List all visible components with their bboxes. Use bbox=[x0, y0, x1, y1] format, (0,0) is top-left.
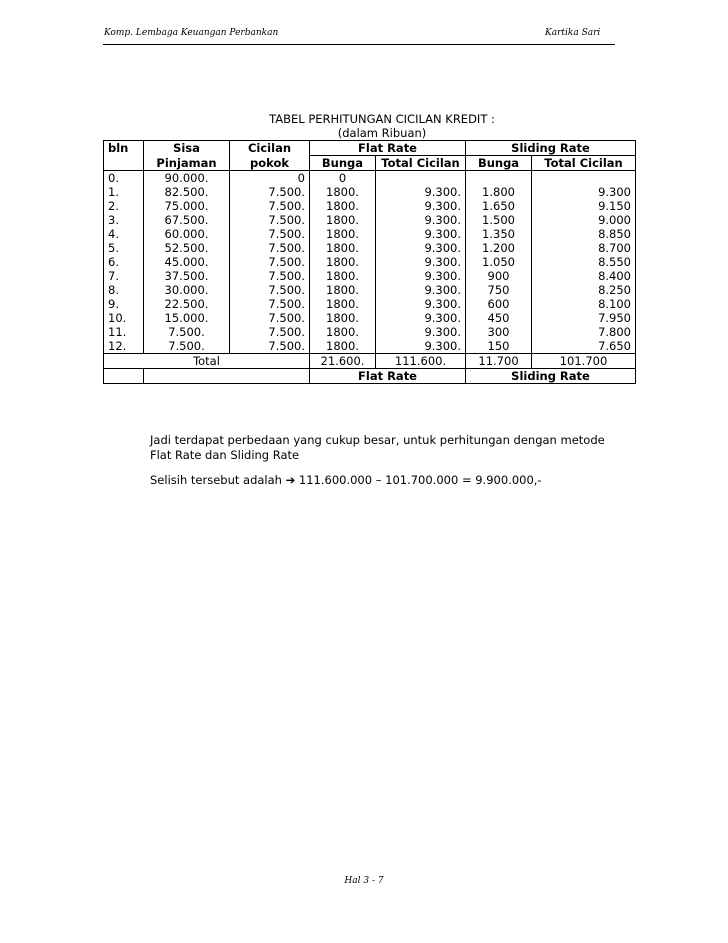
cell-flat-total: 9.300. bbox=[376, 325, 466, 339]
footer-blank-1 bbox=[104, 369, 144, 384]
header-bln-blank bbox=[104, 156, 144, 171]
cell-cicilan: 7.500. bbox=[230, 185, 310, 199]
cell-sisa: 7.500. bbox=[144, 325, 230, 339]
cell-cicilan: 7.500. bbox=[230, 297, 310, 311]
table-row bbox=[104, 283, 636, 297]
difference-before: Selisih tersebut adalah bbox=[150, 473, 282, 487]
table-title bbox=[262, 112, 502, 140]
cell-flat-total: 9.300. bbox=[376, 213, 466, 227]
cell-flat-total: 9.300. bbox=[376, 227, 466, 241]
cell-flat-total: 9.300. bbox=[376, 269, 466, 283]
cell-sisa: 22.500. bbox=[144, 297, 230, 311]
conclusion-paragraph: Jadi terdapat perbedaan yang cukup besar, untuk perhitungan dengan metode Flat Rate dan Sliding Rate bbox=[150, 433, 605, 462]
cell-flat-bunga: 1800. bbox=[310, 297, 376, 311]
cell-sisa: 45.000. bbox=[144, 255, 230, 269]
cell-sisa: 15.000. bbox=[144, 311, 230, 325]
cell-sliding-total: 8.550 bbox=[532, 255, 636, 269]
cell-sliding-total: 9.300 bbox=[532, 185, 636, 199]
table-row bbox=[104, 297, 636, 311]
cell-flat-bunga: 1800. bbox=[310, 241, 376, 255]
cell-sliding-bunga: 1.650 bbox=[466, 199, 532, 213]
installment-table bbox=[103, 140, 636, 384]
cell-sisa: 67.500. bbox=[144, 213, 230, 227]
cell-sliding-bunga: 1.500 bbox=[466, 213, 532, 227]
header-pokok: pokok bbox=[230, 156, 310, 171]
header-sliding-total: Total Cicilan bbox=[532, 156, 636, 171]
header-flat-bunga: Bunga bbox=[310, 156, 376, 171]
difference-after: 111.600.000 – 101.700.000 = 9.900.000,- bbox=[298, 473, 542, 487]
footer-flat-rate: Flat Rate bbox=[310, 369, 466, 384]
cell-sliding-bunga: 300 bbox=[466, 325, 532, 339]
footer-row bbox=[104, 369, 636, 384]
cell-flat-bunga: 1800. bbox=[310, 227, 376, 241]
header-flat-rate: Flat Rate bbox=[310, 141, 466, 156]
cell-sisa: 82.500. bbox=[144, 185, 230, 199]
cell-bln: 0. bbox=[104, 171, 144, 186]
header-row-2 bbox=[104, 156, 636, 171]
cell-sisa: 90.000. bbox=[144, 171, 230, 186]
cell-sliding-bunga: 450 bbox=[466, 311, 532, 325]
cell-cicilan: 7.500. bbox=[230, 213, 310, 227]
cell-sisa: 52.500. bbox=[144, 241, 230, 255]
page-number: Hal 3 - 7 bbox=[344, 876, 384, 886]
cell-flat-bunga: 1800. bbox=[310, 325, 376, 339]
cell-flat-bunga: 1800. bbox=[310, 339, 376, 354]
header-right-text: Kartika Sari bbox=[545, 28, 601, 38]
table-title-line2: (dalam Ribuan) bbox=[337, 126, 427, 140]
cell-sliding-bunga bbox=[466, 171, 532, 186]
cell-flat-bunga: 1800. bbox=[310, 283, 376, 297]
footer-sliding-rate: Sliding Rate bbox=[466, 369, 636, 384]
table-row bbox=[104, 269, 636, 283]
cell-flat-total: 9.300. bbox=[376, 185, 466, 199]
cell-flat-total: 9.300. bbox=[376, 297, 466, 311]
cell-flat-bunga: 1800. bbox=[310, 269, 376, 283]
cell-cicilan: 7.500. bbox=[230, 283, 310, 297]
table-row bbox=[104, 325, 636, 339]
cell-bln: 11. bbox=[104, 325, 144, 339]
header-cicilan: Cicilan bbox=[230, 141, 310, 156]
cell-flat-bunga: 0 bbox=[310, 171, 376, 186]
table-row bbox=[104, 185, 636, 199]
table-row bbox=[104, 311, 636, 325]
arrow-right-icon: ➔ bbox=[285, 473, 296, 487]
table-row bbox=[104, 255, 636, 269]
cell-flat-total: 9.300. bbox=[376, 255, 466, 269]
header-left-text: Komp. Lembaga Keuangan Perbankan bbox=[104, 28, 279, 38]
cell-cicilan: 7.500. bbox=[230, 199, 310, 213]
header-pinjaman: Pinjaman bbox=[144, 156, 230, 171]
cell-sliding-bunga: 1.050 bbox=[466, 255, 532, 269]
cell-sliding-total: 8.250 bbox=[532, 283, 636, 297]
cell-flat-total bbox=[376, 171, 466, 186]
cell-bln: 1. bbox=[104, 185, 144, 199]
table-row bbox=[104, 171, 636, 186]
header-rule bbox=[103, 44, 615, 45]
table-row bbox=[104, 199, 636, 213]
cell-bln: 7. bbox=[104, 269, 144, 283]
cell-sliding-total: 7.800 bbox=[532, 325, 636, 339]
cell-flat-total: 9.300. bbox=[376, 339, 466, 354]
cell-sliding-total: 8.850 bbox=[532, 227, 636, 241]
total-row bbox=[104, 354, 636, 369]
cell-cicilan: 7.500. bbox=[230, 269, 310, 283]
cell-cicilan: 7.500. bbox=[230, 311, 310, 325]
cell-cicilan: 7.500. bbox=[230, 339, 310, 354]
cell-sisa: 75.000. bbox=[144, 199, 230, 213]
cell-bln: 5. bbox=[104, 241, 144, 255]
cell-bln: 12. bbox=[104, 339, 144, 354]
cell-sliding-bunga: 1.350 bbox=[466, 227, 532, 241]
total-flat-bunga: 21.600. bbox=[310, 354, 376, 369]
cell-sliding-bunga: 150 bbox=[466, 339, 532, 354]
header-bln: bln bbox=[104, 141, 144, 156]
table-row bbox=[104, 227, 636, 241]
cell-sliding-total: 9.150 bbox=[532, 199, 636, 213]
total-flat-total: 111.600. bbox=[376, 354, 466, 369]
cell-sisa: 30.000. bbox=[144, 283, 230, 297]
cell-sliding-bunga: 750 bbox=[466, 283, 532, 297]
cell-sliding-total: 8.100 bbox=[532, 297, 636, 311]
cell-cicilan: 7.500. bbox=[230, 227, 310, 241]
table-row bbox=[104, 241, 636, 255]
cell-sisa: 60.000. bbox=[144, 227, 230, 241]
cell-sliding-total: 7.950 bbox=[532, 311, 636, 325]
cell-cicilan: 7.500. bbox=[230, 255, 310, 269]
cell-sliding-total: 9.000 bbox=[532, 213, 636, 227]
cell-cicilan: 7.500. bbox=[230, 325, 310, 339]
cell-flat-bunga: 1800. bbox=[310, 213, 376, 227]
cell-cicilan: 0 bbox=[230, 171, 310, 186]
cell-sliding-total: 8.400 bbox=[532, 269, 636, 283]
cell-flat-bunga: 1800. bbox=[310, 311, 376, 325]
cell-bln: 10. bbox=[104, 311, 144, 325]
cell-sliding-bunga: 1.800 bbox=[466, 185, 532, 199]
cell-sisa: 37.500. bbox=[144, 269, 230, 283]
cell-bln: 8. bbox=[104, 283, 144, 297]
header-sliding-bunga: Bunga bbox=[466, 156, 532, 171]
footer-blank-2 bbox=[144, 369, 310, 384]
total-label: Total bbox=[104, 354, 310, 369]
cell-flat-total: 9.300. bbox=[376, 283, 466, 297]
table-row bbox=[104, 213, 636, 227]
cell-flat-bunga: 1800. bbox=[310, 199, 376, 213]
cell-flat-bunga: 1800. bbox=[310, 185, 376, 199]
cell-cicilan: 7.500. bbox=[230, 241, 310, 255]
cell-sliding-bunga: 600 bbox=[466, 297, 532, 311]
table-title-line1: TABEL PERHITUNGAN CICILAN KREDIT : bbox=[269, 112, 495, 126]
header-sliding-rate: Sliding Rate bbox=[466, 141, 636, 156]
header-row-1 bbox=[104, 141, 636, 156]
cell-bln: 4. bbox=[104, 227, 144, 241]
cell-sisa: 7.500. bbox=[144, 339, 230, 354]
cell-sliding-total bbox=[532, 171, 636, 186]
cell-flat-total: 9.300. bbox=[376, 199, 466, 213]
cell-sliding-bunga: 900 bbox=[466, 269, 532, 283]
cell-flat-total: 9.300. bbox=[376, 241, 466, 255]
header-flat-total: Total Cicilan bbox=[376, 156, 466, 171]
header-sisa: Sisa bbox=[144, 141, 230, 156]
difference-paragraph bbox=[150, 473, 620, 488]
cell-bln: 3. bbox=[104, 213, 144, 227]
cell-bln: 9. bbox=[104, 297, 144, 311]
cell-flat-total: 9.300. bbox=[376, 311, 466, 325]
cell-sliding-total: 8.700 bbox=[532, 241, 636, 255]
cell-bln: 2. bbox=[104, 199, 144, 213]
total-sliding-bunga: 11.700 bbox=[466, 354, 532, 369]
table-row bbox=[104, 339, 636, 354]
cell-sliding-total: 7.650 bbox=[532, 339, 636, 354]
cell-sliding-bunga: 1.200 bbox=[466, 241, 532, 255]
cell-bln: 6. bbox=[104, 255, 144, 269]
cell-flat-bunga: 1800. bbox=[310, 255, 376, 269]
total-sliding-total: 101.700 bbox=[532, 354, 636, 369]
